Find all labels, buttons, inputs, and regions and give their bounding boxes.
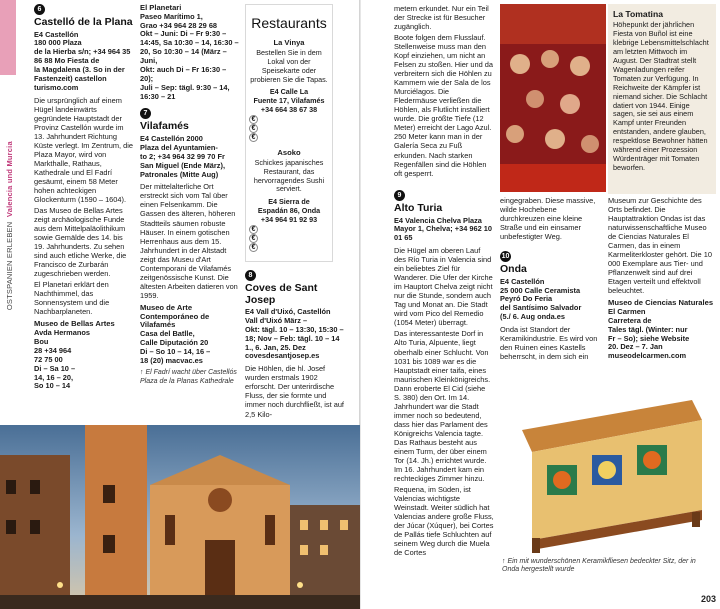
restaurant-la-vinya-desc: Bestellen Sie in dem Lokal von der Speisekarte oder probieren Sie die Tapas. — [250, 48, 328, 84]
castello-paragraph-1: Die ursprünglich auf einem Hügel landeinwärts gegründete Hauptstadt der Provinz Castellón wurde im 13. Jahrhundert Richtung Küste verlegt. Im Zentrum, die Plaza Mayor, wird von Markthalle, Rathaus, Kathedrale und El Fadrí gesäumt, einem 58 Meter hohen achteckigen Glockenturm (1590 – 1604). — [34, 95, 133, 205]
museum-carmen-title: Museo de Ciencias Naturales El Carmen — [608, 298, 714, 317]
tomatina-photo — [500, 4, 606, 192]
price-icons: € € € — [249, 225, 329, 252]
onda-info: E4 Castellón 25 000 Calle Ceramista Peyró Do Feria del Santísimo Salvador (5./ 6. Aug onda.es — [500, 276, 582, 322]
coves-continued-1: metern erkundet. Nur ein Teil der Strecke ist für Besucher zugänglich. — [394, 4, 489, 32]
entry-title-alto-turia: Alto Turia — [394, 202, 443, 214]
onda-paragraph: Onda ist Standort der Keramikindustrie. Es wird von den Ruinen eines Kastells beherrscht, in dem sich ein — [500, 325, 598, 362]
fadri-caption: ↑ El Fadrí wacht über Castellós Plaza de la Planas Kathedrale — [140, 369, 237, 385]
museum-vilafames-title: Museo de Arte Contemporáneo de Vilafamés — [140, 302, 210, 330]
museum-carmen-info: Carretera de Tales tägl. (Winter: nur Fr – So); siehe Website 20. Dez – 7. Jan museodelcarmen.com — [608, 315, 690, 361]
bench-caption: ↑ Ein mit wunderschönen Keramikfliesen bedeckter Sitz, der in Onda hergestellt wurde — [502, 558, 696, 574]
cathedral-illustration — [0, 425, 360, 609]
tomatina-sidebar — [608, 4, 716, 194]
museum-bellas-artes-title: Museo de Bellas Artes — [34, 319, 115, 329]
ceramic-bench-illustration — [502, 390, 714, 555]
side-color-tab — [0, 0, 16, 75]
coves-continued-2: Boote folgen dem Flusslauf. Stellenweise muss man den Kopf einziehen, um nicht an Felsen zu stoßen. Hier und da verbreitern sich die Höhlen zu Kammern wie der Sala de los Murciélagos. Die Fledermäuse verließen die Höhlen, als Flutlicht installiert wurde. Die größte Tiefe (12 Meter) erreicht der Lago Azul. 250 Meter kann man in der Galería Seca zu Fuß erkunden. Nach starken Regenfällen sind die Höhlen oft gesperrt. — [394, 33, 494, 178]
entry-title-vilafames: Vilafamés — [140, 120, 189, 133]
column-alto-turia — [394, 190, 494, 559]
alto-turia-info: E4 Valencia Chelva Plaza Mayor 1, Chelva; +34 962 10 01 65 — [394, 215, 492, 243]
vilafames-paragraph: Der mittelalterliche Ort erstreckt sich vom Tal über einen Felsenkamm. Die Gassen des älteren, höheren Stadtteils säumen robuste Häuser. In einem gotischen Herrenhaus aus dem 15. Jahrhundert in der Altstadt zeigt das Museu d'Art Contemporani de Vilafamés zeitgenössische Kunst. Die ältesten Arbeiten datieren von 1959. — [140, 182, 238, 300]
ceramic-bench-photo — [502, 390, 714, 555]
mid-text: eingegraben. Diese massive, wilde Hochebene durchkreuzen eine kleine Straße und ein einsamer unbefestigter Weg. — [500, 196, 596, 242]
price-icons: € € € — [249, 115, 329, 142]
alto-turia-paragraph-3: Requena, im Süden, ist Valencias wichtigste Weinstadt. Weiter südlich hat Valencias andere große Fluss, der Júcar (Xúquer), bei Cortes de Pallás tiefe Schluchten auf seinem Weg durch die Muela de Cortes — [394, 484, 494, 558]
right-page — [360, 0, 720, 609]
restaurant-asoko-info: E4 Sierra de Espadán 86, Onda +34 964 91 92 93 € € € — [249, 198, 329, 251]
entry-number: 9 — [394, 190, 405, 201]
castello-info: E4 Castellón 180 000 Plaza de la Hierba s/n; +34 964 35 86 88 Mo Fiesta de la Magdalena (3. So in der Fastenzeit) castellon turismo.com — [34, 29, 131, 92]
entry-number: 6 — [34, 4, 45, 15]
column-museum-carmen — [608, 196, 716, 364]
column-castello — [34, 4, 134, 394]
side-label-region: Valencia und Murcia — [4, 141, 14, 217]
museum-carmen-text: Museum zur Geschichte des Orts befindet. Die Hauptattraktion Ondas ist das naturwissenschaftliche Museo de Ciencias Naturales El Carmen, das in einem Karmeliterkloster gehört. Die 10 000 Exemplare aus Tier- und Pflanzenwelt sind auf drei Etagen verteilt und effektvoll beleuchtet. — [608, 196, 712, 296]
planetari-info: Paseo Marítimo 1, Grao +34 964 28 29 68 Okt – Juni: Di – Fr 9:30 – 14:45, Sa 10:30 – 14, 16:30 – 20, So 10:30 – 14 (März – Juni, Okt: auch Di – Fr 16:30 – 20); Juli – Sep: tägl. 9:30 – 14, 16:30 – 21 — [140, 11, 239, 101]
up-arrow-icon: ↑ — [502, 558, 508, 565]
restaurants-box — [245, 4, 333, 262]
tomatina-text: Höhepunkt der jährlichen Fiesta von Buñol ist eine klebrige Lebensmittelschlacht am letzten Mittwoch im August. Der Stadtrat stellt Wagenladungen reifer Tomaten zur Verfügung. In Reichweite der Kämpfer ist niemand sicher. Die Schlacht datiert von 1944. Einige sagen, sie sei aus einem Kampf unter Freunden entstanden, andere glauben, respektlose Bewohner hätten während einer Prozession Würdenträger mit Tomaten beworfen. — [613, 20, 709, 172]
page-number: 203 — [700, 594, 716, 605]
column-coves-continued — [394, 4, 494, 180]
coves-info: E4 Vall d'Uixó, Castellón Vall d'Uixó März – Okt: tägl. 10 – 13:30, 15:30 – 18; Nov – Feb: tägl. 10 – 14 1., 6. Jan, 25. Dez covesdesantjosep.es — [245, 307, 344, 361]
side-label-prefix: OSTSPANIEN ERLEBEN — [4, 221, 14, 310]
tomatina-title: La Tomatina — [613, 9, 663, 19]
museum-bellas-artes-info: Avda Hermanos Bou 28 +34 964 72 75 00 Di – Sa 10 – 14, 16 – 20, So 10 – 14 — [34, 328, 90, 391]
up-arrow-icon: ↑ — [140, 369, 146, 377]
column-onda — [500, 196, 600, 363]
column-coves — [245, 270, 345, 421]
alto-turia-paragraph-2: Das interessanteste Dorf in Alto Turia, Alpuente, liegt oberhalb einer Schlucht. Von 1031 bis 1089 war es die Hauptstadt einer taifa, eines maurischen Kleinkönigreichs. Dann eroberte El Cid (siehe S. 380) den Ort. Im 14. Jahrhundert war die Stadt immer noch so bedeutend, dass hier das Parlament des Königreichs Valencia tagte. Das Rathaus besteht aus einem Turm, der über einem Tor (14. Jh.) errichtet wurde. Im 16. Jahrhundert kam ein rechteckiges Zimmer hinzu. — [394, 329, 491, 483]
column-vilafames — [140, 4, 240, 386]
tomatina-illustration — [500, 4, 606, 192]
entry-title-coves: Coves de Sant Josep — [245, 282, 318, 306]
restaurant-asoko-name: Asoko — [277, 147, 301, 157]
entry-number: 7 — [140, 108, 151, 119]
restaurant-la-vinya-name: La Vinya — [273, 38, 305, 48]
vilafames-info: E4 Castellón 2000 Plaza del Ayuntamien- to 2; +34 964 32 99 70 Fr San Miguel (Ende März), Patronales (Mitte Aug) — [140, 134, 225, 179]
side-running-header — [2, 80, 16, 310]
coves-paragraph: Die Höhlen, die hl. Josef wurden erstmals 1902 erforscht. Der unterirdische Fluss, der sie formte und immer noch durchfließt, ist auf 2,5 Kilo- — [245, 364, 344, 419]
entry-title-castello: Castelló de la Plana — [34, 16, 133, 28]
restaurant-asoko-desc: Schickes japanisches Restaurant, das hervorragendes Sushi serviert. — [253, 158, 325, 194]
museum-vilafames-info: Casa del Batlle, Calle Diputación 20 Di – So 10 – 14, 16 – 18 (20) macvac.es — [140, 328, 211, 365]
alto-turia-paragraph-1: Die Hügel am oberen Lauf des Río Turia in Valencia sind ein beliebtes Ziel für Wanderer. Die Ufer der Kirche im Hauptort Chelva zeigt nicht nur die Stunde, sondern auch Tag und Monat an. Die Stadt wird vom Pico del Remedio (1054 Meter) überragt. — [394, 246, 493, 328]
entry-number: 10 — [501, 253, 510, 261]
entry-number: 8 — [245, 270, 256, 281]
castello-paragraph-2: Das Museo de Bellas Artes zeigt archäologische Funde aus dem Mittelpaläolithikum sowie Gemälde des 14. bis 19. Jahrhunderts. Zu sehen sind auch etliche Werke, die Francisco de Zurbarán zugeschrieben werden. — [34, 206, 127, 279]
planetari-title: El Planetari — [140, 3, 182, 12]
restaurant-la-vinya-info: E4 Calle La Fuente 17, Vilafamés +34 664 38 67 38 € € € — [249, 88, 329, 141]
castello-paragraph-3: El Planetari erklärt den Nachthimmel, das Sonnensystem und die Nachbarplaneten. — [34, 280, 110, 317]
restaurants-heading: Restaurants — [251, 15, 327, 31]
cathedral-photo — [0, 425, 360, 609]
entry-title-onda: Onda — [500, 263, 527, 276]
